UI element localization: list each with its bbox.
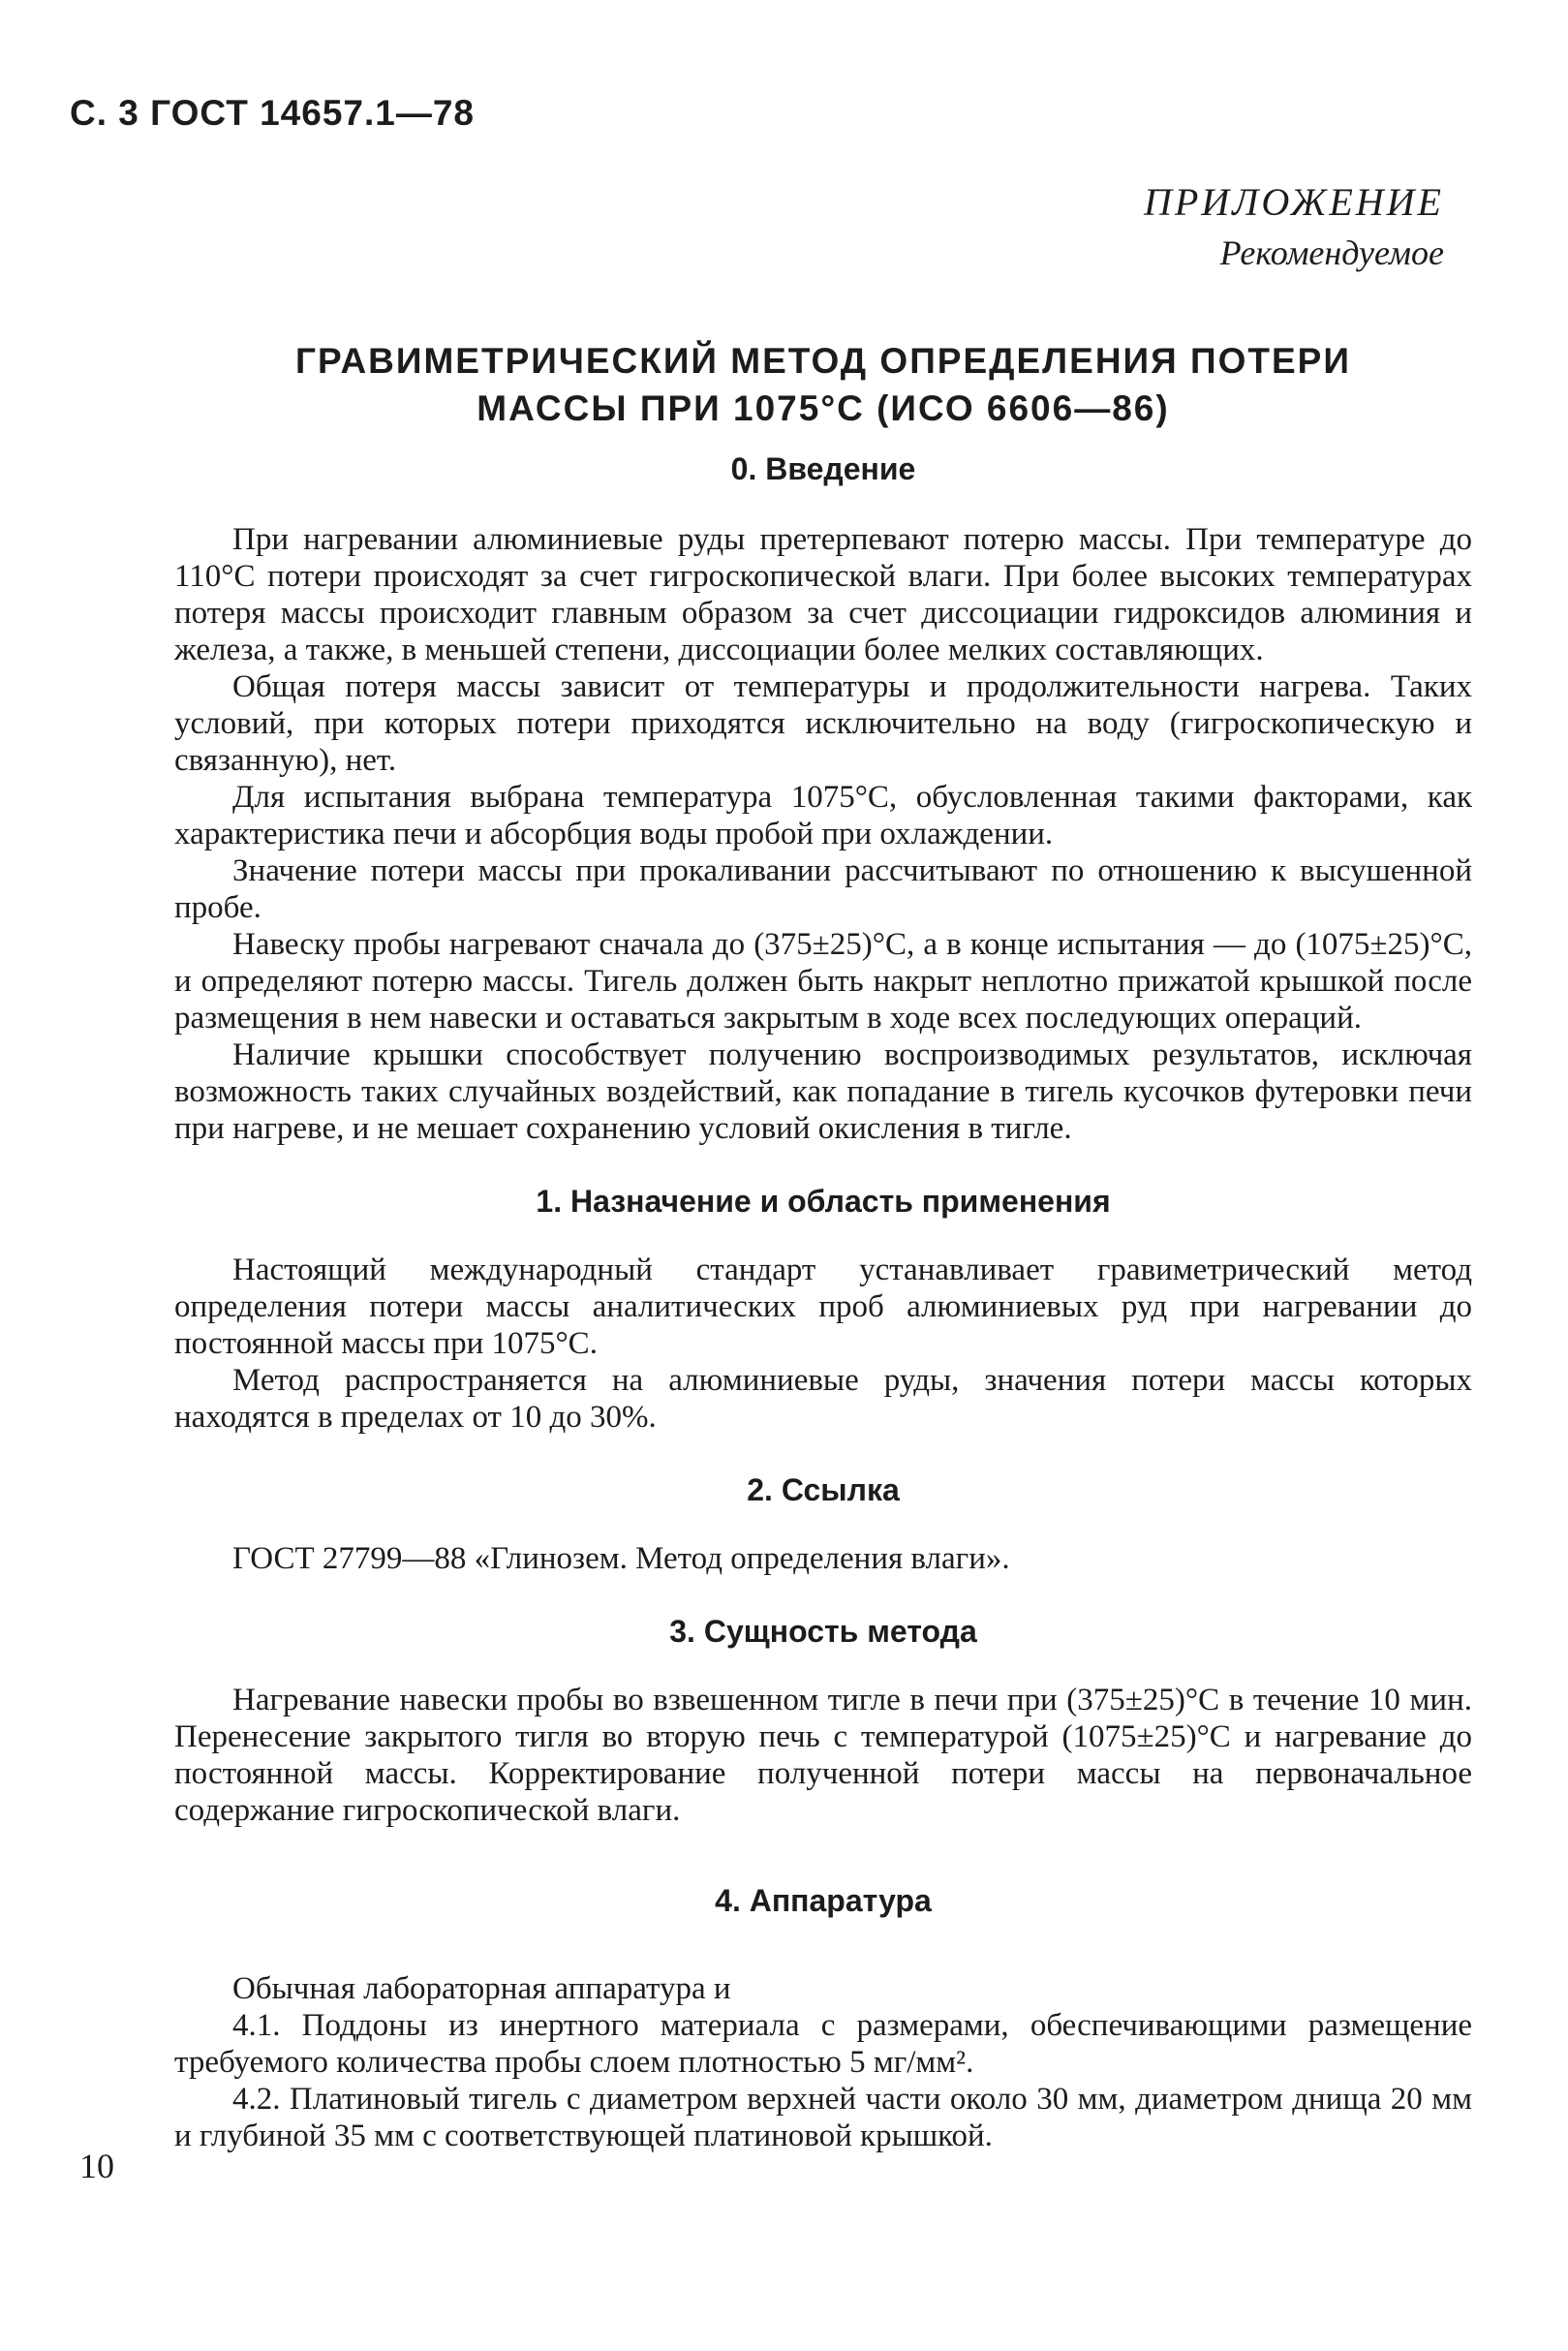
section-4-title: 4. Аппаратура [715, 1883, 932, 1918]
document-body [174, 337, 1472, 2154]
section-0-paragraph: Навеску пробы нагревают сначала до (375±25)°С, а в конце испытания — до (1075±25)°С, и определяют потерю массы. Тигель должен быть накрыт неплотно прижатой крышкой после размещения в нем навески и оставаться закрытым в ходе всех последующих операций. [174, 927, 1472, 1036]
section-0-paragraph: При нагревании алюминиевые руды претерпевают потерю массы. При температуре до 110°С потери происходят за счет гигроскопической влаги. При более высоких температурах потеря массы происходит главным образом за счет диссоциации гидроксидов алюминия и железа, а также, в меньшей степени, диссоциации более мелких составляющих. [174, 522, 1472, 667]
section-3-paragraph: Нагревание навески пробы во взвешенном тигле в печи при (375±25)°С в течение 10 мин. Перенесение закрытого тигля во вторую печь с температурой (1075±25)°С и нагревание до постоянной массы. Корректирование полученной потери массы на первоначальное содержание гигроскопической влаги. [174, 1683, 1472, 1828]
title-line-2: МАССЫ ПРИ 1075°С (ИСО 6606—86) [477, 388, 1170, 428]
section-4-item-4-1: 4.1. Поддоны из инертного материала с размерами, обеспечивающими размещение требуемого количества пробы слоем плотностью 5 мг/мм². [174, 2008, 1472, 2080]
section-0-paragraph: Наличие крышки способствует получению воспроизводимых результатов, исключая возможность таких случайных воздействий, как попадание в тигель кусочков футеровки печи при нагреве, и не мешает сохранению условий окисления в тигле. [174, 1037, 1472, 1146]
section-1-paragraph: Настоящий международный стандарт устанавливает гравиметрический метод определения потери массы аналитических проб алюминиевых руд при нагревании до постоянной массы при 1075°С. [174, 1253, 1472, 1361]
section-2-paragraph: ГОСТ 27799—88 «Глинозем. Метод определения влаги». [232, 1541, 1010, 1576]
section-4-item-4-2: 4.2. Платиновый тигель с диаметром верхней части около 30 мм, диаметром днища 20 мм и глубиной 35 мм с соответствующей платиновой крышкой. [174, 2082, 1472, 2153]
section-4-paragraph: Обычная лабораторная аппаратура и [232, 1971, 731, 2006]
section-0-paragraph: Значение потери массы при прокаливании рассчитывают по отношению к высушенной пробе. [174, 853, 1472, 925]
appendix-block [1144, 176, 1444, 277]
section-1-paragraph: Метод распространяется на алюминиевые руды, значения потери массы которых находятся в пределах от 10 до 30%. [174, 1363, 1472, 1435]
document-title [174, 337, 1472, 432]
section-3-title: 3. Сущность метода [669, 1614, 977, 1649]
appendix-label: ПРИЛОЖЕНИЕ [1144, 180, 1444, 224]
page-number: 10 [79, 2147, 114, 2185]
section-1-title: 1. Назначение и область применения [536, 1184, 1111, 1219]
appendix-kind: Рекомендуемое [1219, 233, 1444, 272]
section-0-paragraph: Для испытания выбрана температура 1075°С, обусловленная такими факторами, как характеристика печи и абсорбция воды пробой при охлаждении. [174, 780, 1472, 851]
running-header: С. 3 ГОСТ 14657.1—78 [70, 93, 475, 133]
section-0-title: 0. Введение [730, 451, 916, 486]
section-2-title: 2. Ссылка [747, 1472, 900, 1507]
section-0-paragraph: Общая потеря массы зависит от температуры и продолжительности нагрева. Таких условий, при которых потери приходятся исключительно на воду (гигроскопическую и связанную), нет. [174, 669, 1472, 778]
title-line-1: ГРАВИМЕТРИЧЕСКИЙ МЕТОД ОПРЕДЕЛЕНИЯ ПОТЕРИ [295, 341, 1351, 381]
